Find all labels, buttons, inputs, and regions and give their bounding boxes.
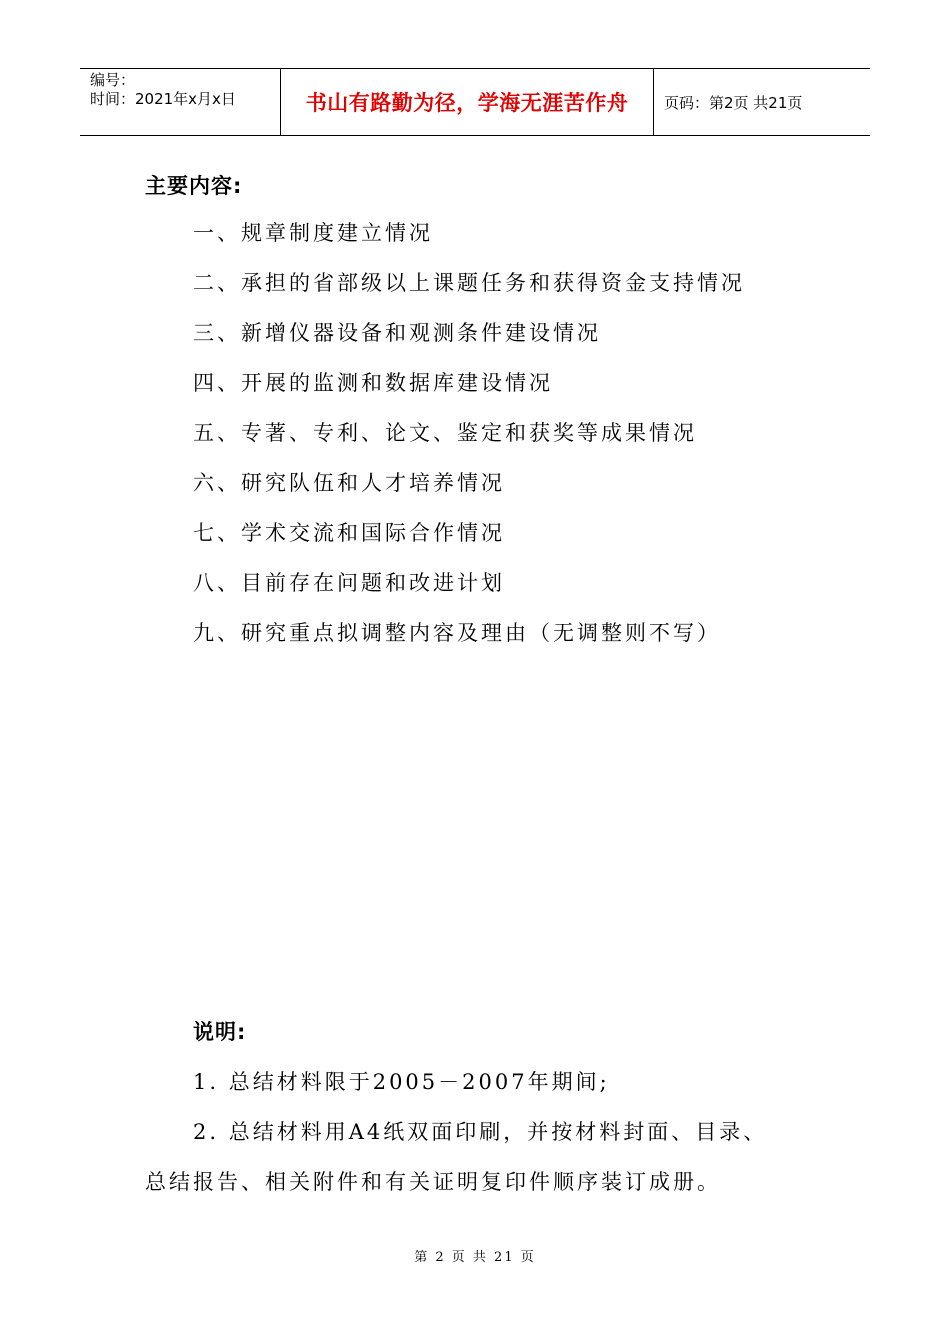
header-page-info: 页码：第2页 共21页 xyxy=(664,93,803,112)
contents-item: 九、研究重点拟调整内容及理由（无调整则不写） xyxy=(193,621,721,645)
page-header xyxy=(80,68,870,136)
header-page-cell xyxy=(654,69,870,135)
note-line-2: 2. 总结材料用A4纸双面印刷，并按材料封面、目录、 xyxy=(193,1120,768,1144)
contents-item: 八、目前存在问题和改进计划 xyxy=(193,571,505,595)
header-motto-cell xyxy=(281,69,654,135)
header-motto: 书山有路勤为径，学海无涯苦作舟 xyxy=(305,91,629,115)
contents-list xyxy=(193,217,745,667)
contents-item: 一、规章制度建立情况 xyxy=(193,221,433,245)
contents-item: 五、专著、专利、论文、鉴定和获奖等成果情况 xyxy=(193,421,697,445)
notes-title: 说明: xyxy=(193,1020,247,1044)
contents-item: 三、新增仪器设备和观测条件建设情况 xyxy=(193,321,601,345)
header-meta-cell xyxy=(80,69,281,135)
number-label: 编号： xyxy=(90,71,136,89)
contents-item: 六、研究队伍和人才培养情况 xyxy=(193,471,505,495)
note-line-1: 1. 总结材料限于2005－2007年期间; xyxy=(193,1070,610,1094)
contents-item: 二、承担的省部级以上课题任务和获得资金支持情况 xyxy=(193,271,745,295)
time-label: 时间：2021年x月x日 xyxy=(90,90,236,108)
note-line-3: 总结报告、相关附件和有关证明复印件顺序装订成册。 xyxy=(145,1170,721,1194)
page-footer: 第 2 页 共 21 页 xyxy=(414,1250,536,1265)
contents-title: 主要内容: xyxy=(145,174,243,198)
contents-item: 四、开展的监测和数据库建设情况 xyxy=(193,371,553,395)
contents-item: 七、学术交流和国际合作情况 xyxy=(193,521,505,545)
